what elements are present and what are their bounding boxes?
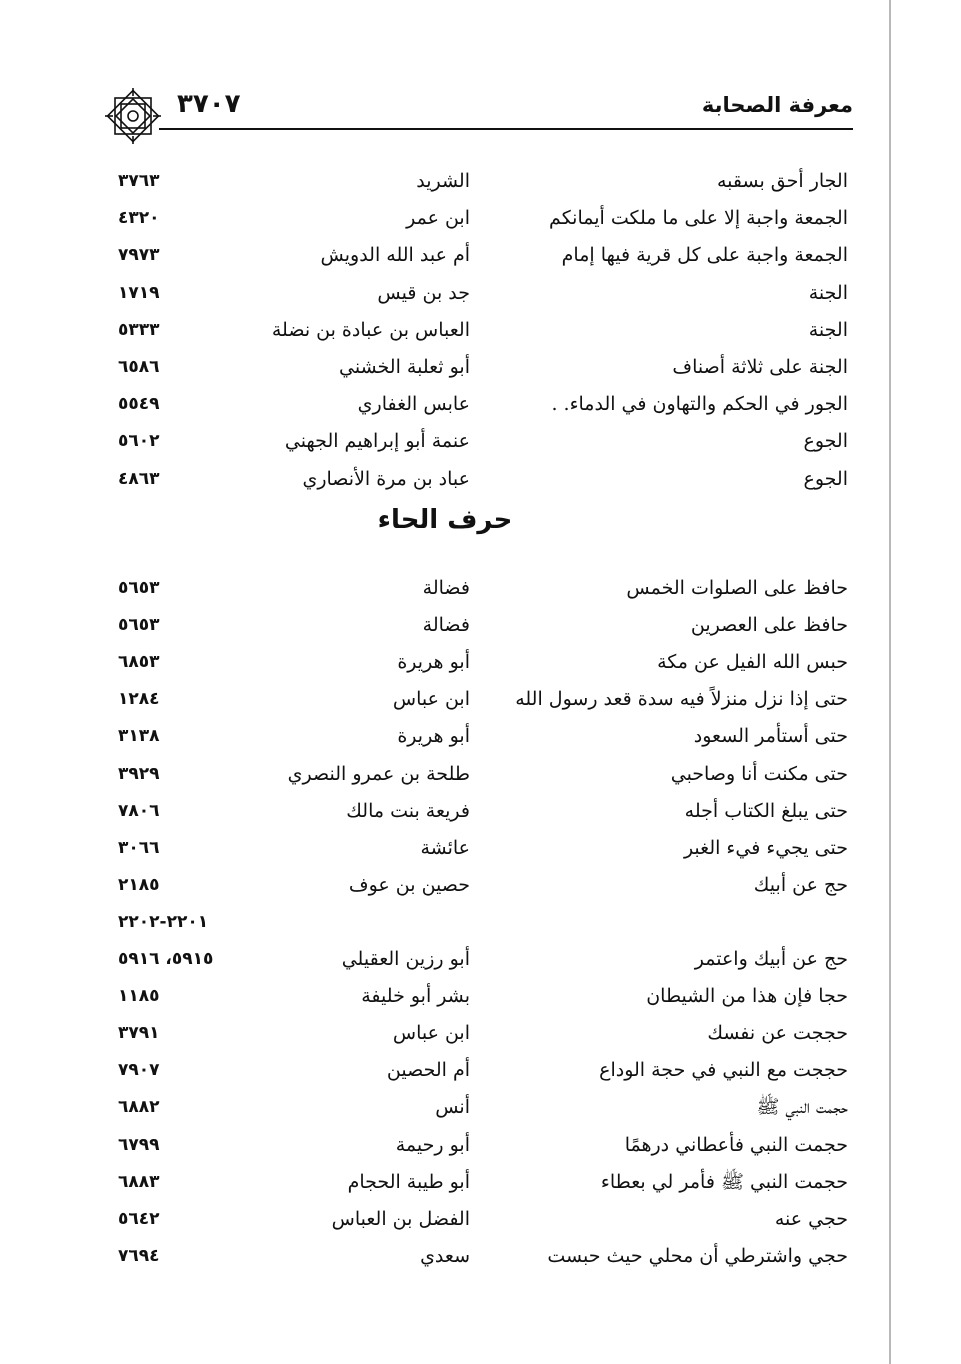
index-entry [0, 1238, 890, 1274]
hadith-phrase: حتى إذا نزل منزلاً فيه سدة قعد رسول الله [515, 688, 848, 711]
hadith-phrase: حجمت النبي ﷺ [756, 1096, 848, 1119]
narrator-name: حصين بن عوف [348, 873, 470, 896]
reference-number: ٢٢٠١-٢٢٠٢ [118, 911, 209, 932]
reference-number: ٦٨٨٢ [118, 1097, 160, 1118]
hadith-phrase: حتى يبلغ الكتاب أجله [684, 799, 848, 822]
reference-number: ٦٨٨٣ [118, 1171, 160, 1192]
narrator-name: سعدي [420, 1244, 470, 1267]
narrator-name: ابن عباس [392, 688, 470, 711]
hadith-phrase: حجمت النبي ﷺ فأمر لي بعطاء [600, 1170, 848, 1193]
narrator-name: ابن عمر [406, 207, 470, 230]
hadith-phrase: الجنة [808, 281, 848, 304]
reference-number: ٣٩٢٩ [118, 763, 160, 784]
narrator-name: جد بن قيس [377, 281, 470, 304]
reference-number: ٣٧٦٣ [118, 171, 160, 191]
reference-number: ١٧١٩ [118, 282, 160, 303]
narrator-name: عابس الغفاري [357, 393, 470, 416]
reference-number: ٧٩٧٣ [118, 245, 160, 266]
index-entry [0, 1164, 890, 1200]
narrator-name: عنمة أبو إبراهيم الجهني [284, 430, 470, 453]
narrator-name: أبو طيبة الحجام [347, 1170, 470, 1193]
reference-number: ٧٦٩٤ [118, 1245, 160, 1266]
hadith-phrase: الجمعة واجبة إلا على ما ملكت أيمانكم [549, 207, 848, 230]
header-rule [159, 128, 853, 130]
reference-number: ٥٣٣٣ [118, 319, 160, 340]
narrator-name: أبو هريرة [397, 725, 470, 748]
page-header [103, 86, 853, 136]
hadith-phrase: حتى يجيء فيء الغبر [683, 836, 848, 859]
book-title: معرفة الصحابة [701, 93, 853, 117]
reference-number: ٢١٨٥ [118, 874, 160, 895]
narrator-name: فريعة بنت مالك [346, 799, 470, 822]
index-entry [0, 830, 890, 866]
index-entry [0, 163, 890, 199]
index-entry [0, 644, 890, 680]
narrator-name: أبو هريرة [397, 651, 470, 674]
index-entry [0, 867, 890, 903]
reference-number: ٦٨٥٣ [118, 652, 160, 673]
index-entry [0, 1089, 890, 1125]
narrator-name: أبو ثعلبة الخشني [339, 356, 470, 378]
reference-number: ٥٦٠٢ [118, 431, 160, 452]
reference-number: ٧٨٠٦ [118, 800, 160, 821]
index-entry [0, 349, 890, 385]
index-entry [0, 941, 890, 977]
hadith-phrase: الجنة [808, 318, 848, 341]
index-entry [0, 793, 890, 829]
narrator-name: فضالة [422, 577, 470, 599]
hadith-phrase: حافظ على العصرين [690, 614, 848, 637]
reference-number: ٣٠٦٦ [118, 837, 160, 858]
narrator-name: الفضل بن العباس [331, 1207, 470, 1230]
index-entry [0, 718, 890, 754]
index-entry [0, 1201, 890, 1237]
page-number: ٣٧٠٧ [177, 89, 241, 119]
hadith-phrase: الجمعة واجبة على كل قرية فيها إمام [561, 244, 848, 267]
star-ornament-icon [103, 86, 163, 146]
hadith-phrase: حجمت النبي فأعطاني درهمًا [624, 1133, 848, 1156]
narrator-name: طلحة بن عمرو النصري [287, 762, 470, 785]
reference-number: ٥٦٥٣ [118, 578, 160, 598]
hadith-phrase: الجنة على ثلاثة أصناف [672, 356, 848, 378]
hadith-phrase: حجي واشترطي أن محلي حيث حبست [547, 1244, 848, 1267]
index-entry [0, 681, 890, 717]
reference-number: ١١٨٥ [118, 986, 160, 1007]
index-entry [0, 200, 890, 236]
narrator-name: العباس بن عبادة بن نضلة [271, 318, 470, 341]
reference-number: ٤٨٦٣ [118, 468, 160, 489]
index-entry [0, 1127, 890, 1163]
narrator-name: بشر أبو خليفة [361, 985, 470, 1008]
hadith-phrase: حجا فإن هذا من الشيطان [646, 985, 848, 1008]
hadith-phrase: الجور في الحكم والتهاون في الدماء. . [551, 393, 848, 416]
index-entry [0, 1015, 890, 1051]
hadith-phrase: حبس الله الفيل عن مكة [657, 651, 848, 674]
hadith-phrase: الجوع [803, 430, 848, 453]
narrator-name: عائشة [420, 836, 470, 859]
reference-number: ٥٦٤٢ [118, 1208, 160, 1229]
narrator-name: أنس [435, 1096, 470, 1119]
narrator-name: أبو رحيمة [395, 1133, 470, 1156]
reference-number: ٣٧٩١ [118, 1023, 160, 1044]
index-entry [0, 1052, 890, 1088]
index-entry [0, 461, 890, 497]
narrator-name: عباد بن مرة الأنصاري [302, 467, 470, 490]
index-entry [0, 237, 890, 273]
hadith-phrase: حج عن أبيك [753, 873, 848, 896]
hadith-phrase: حجي عنه [774, 1207, 848, 1230]
reference-number: ٦٧٩٩ [118, 1134, 160, 1155]
reference-number: ٦٥٨٦ [118, 357, 160, 377]
narrator-name: ابن عباس [392, 1022, 470, 1045]
index-entry [0, 570, 890, 606]
index-entry [0, 275, 890, 311]
hadith-phrase: حج عن أبيك واعتمر [694, 948, 848, 970]
index-entry [0, 423, 890, 459]
hadith-phrase: حججت عن نفسك [707, 1022, 848, 1045]
narrator-name: أبو رزين العقيلي [341, 948, 470, 970]
narrator-name: أم عبد الله الدويش [320, 244, 470, 267]
hadith-phrase: حتى أستأمر السعود [693, 725, 848, 748]
hadith-phrase: الجوع [803, 467, 848, 490]
hadith-phrase: حججت مع النبي في حجة الوداع [599, 1059, 848, 1082]
hadith-phrase: حافظ على الصلوات الخمس [626, 577, 848, 599]
section-title: حرف الحاء [377, 505, 513, 535]
hadith-phrase: حتى مكنت أنا وصاحبي [670, 762, 848, 785]
reference-number: ٥٩١٥، ٥٩١٦ [118, 949, 214, 969]
hadith-phrase: الجار أحق بسقبه [716, 170, 848, 192]
narrator-name: أم الحصين [386, 1059, 470, 1082]
reference-number: ٧٩٠٧ [118, 1060, 160, 1081]
index-entry [0, 386, 890, 422]
index-entry [0, 607, 890, 643]
reference-number: ٥٦٥٣ [118, 615, 160, 636]
reference-number: ٤٣٢٠ [118, 208, 160, 229]
index-entry [0, 904, 890, 940]
reference-number: ٥٥٤٩ [118, 394, 160, 415]
index-entry [0, 312, 890, 348]
narrator-name: فضالة [422, 614, 470, 637]
narrator-name: الشريد [416, 170, 470, 192]
index-entry [0, 756, 890, 792]
reference-number: ١٢٨٤ [118, 689, 160, 710]
index-entry [0, 978, 890, 1014]
reference-number: ٣١٣٨ [118, 726, 160, 747]
